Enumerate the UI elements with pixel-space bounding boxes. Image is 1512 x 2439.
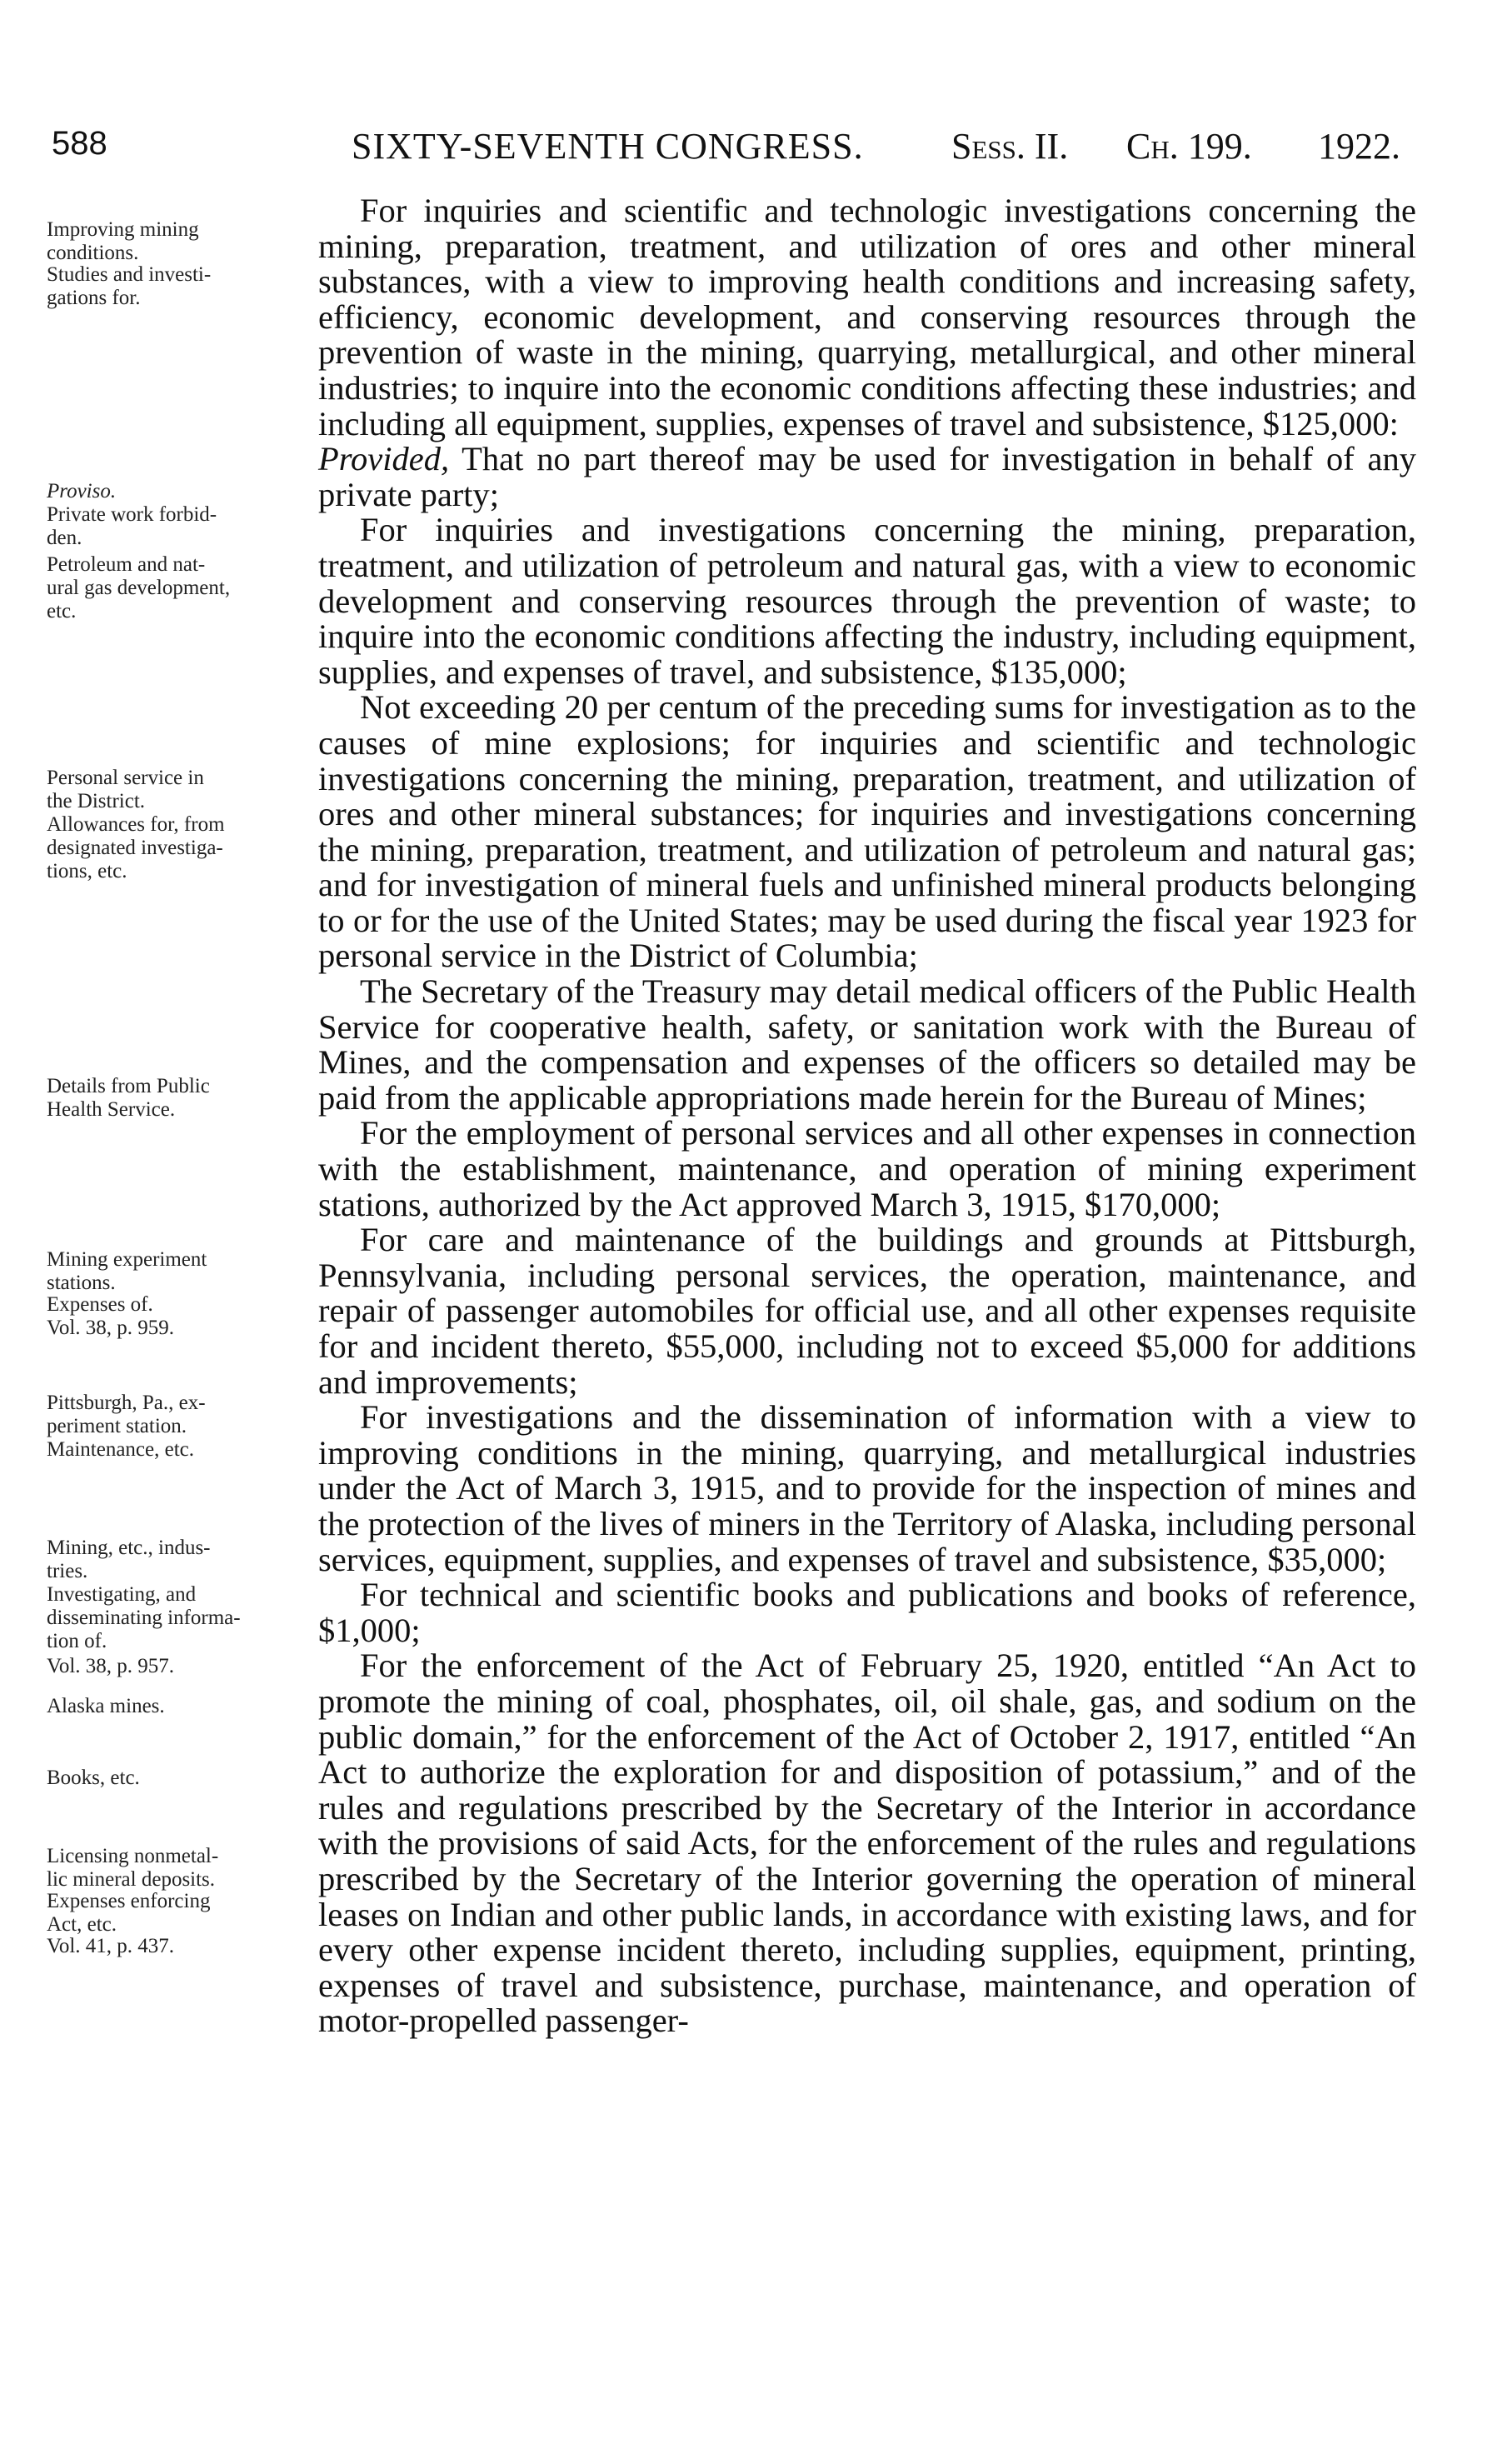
paragraph: For the employment of personal services and all other expenses in connection with the establishment, maintenance, and operation of mining experiment stations, authorized by the Act approved March 3, 1915, $170,000; — [318, 1114, 1416, 1223]
margin-note: Pittsburgh, Pa., ex- periment station. — [47, 1392, 206, 1437]
page-header — [52, 125, 1400, 175]
margin-note: Personal service in the District. — [47, 767, 204, 812]
paragraph: For inquiries and investigations concerning the mining, preparation, treatment, and utilization of petroleum and natural gas, with a view to economic development and conserving resources through the prevention of waste; to inquire into the economic conditions affecting the industry, including equipment, supplies, and expenses of travel, and subsistence, $135,000; — [318, 511, 1416, 691]
margin-note: Vol. 38, p. 957. — [47, 1655, 175, 1677]
body-text — [318, 193, 1416, 2039]
margin-note: Details from Public Health Service. — [47, 1075, 210, 1121]
margin-note: Books, etc. — [47, 1767, 140, 1789]
margin-note: Mining experiment stations. — [47, 1248, 207, 1294]
margin-note: Mining, etc., indus- tries. — [47, 1537, 211, 1582]
proviso-lead: Provided, — [318, 440, 450, 478]
margin-note: Petroleum and nat- ural gas development, etc. — [47, 553, 231, 622]
margin-note-proviso: Proviso. — [47, 480, 117, 502]
page-number: 588 — [52, 125, 107, 162]
margin-note: Alaska mines. — [47, 1695, 165, 1717]
margin-note: Improving mining conditions. — [47, 218, 199, 264]
paragraph: For technical and scientific books and publications and books of reference, $1,000; — [318, 1576, 1416, 1649]
year-label: 1922. — [1318, 126, 1400, 167]
paragraph: For the enforcement of the Act of February 25, 1920, entitled “An Act to promote the mining of coal, phosphates, oil, oil shale, gas, and sodium on the public domain,” for the enforcement of the Act of October 2, 1917, entitled “An Act to authorize the exploration for and disposition of potassium,” and of the rules and regulations prescribed by the Secretary of the Interior in accordance with the provisions of said Acts, for the enforcement of the rules and regulations prescribed by the Secretary of the Interior governing the operation of mineral leases on Indian and other public lands, in accordance with existing laws, and for every other expense incident thereto, including supplies, equipment, printing, expenses of travel and subsistence, purchase, maintenance, and operation of motor-propelled passenger- — [318, 1647, 1416, 2040]
paragraph: For investigations and the dissemination of information with a view to improving conditions in the mining, quarrying, and metallurgical industries under the Act of March 3, 1915, and to provide for the inspection of mines and the protection of the lives of miners in the Territory of Alaska, including personal services, equipment, supplies, and expenses of travel and subsistence, $35,000; — [318, 1398, 1416, 1578]
margin-note: Allowances for, from designated investiga- tions, etc. — [47, 813, 225, 882]
paragraph: Not exceeding 20 per centum of the preceding sums for investigation as to the causes of mine explosions; for inquiries and scientific and technologic investigations concerning the mining, preparation, treatment, and utilization of ores and other mineral substances; for inquiries and investigations concerning the mining, preparation, treatment, and utilization of petroleum and natural gas; and for investigation of mineral fuels and unfinished mineral products belonging to or for the use of the United States; may be used during the fiscal year 1923 for personal service in the District of Columbia; — [318, 688, 1416, 975]
margin-note: Expenses enforcing Act, etc. — [47, 1890, 211, 1936]
margin-note: Expenses of. Vol. 38, p. 959. — [47, 1293, 175, 1339]
margin-note: Licensing nonmetal- lic mineral deposits. — [47, 1845, 219, 1891]
margin-note: Investigating, and disseminating informa- tion of. — [47, 1583, 241, 1652]
paragraph: For inquiries and scientific and technologic investigations concerning the mining, preparation, treatment, and utilization of ores and other mineral substances, with a view to improving health conditions and increasing safety, efficiency, economic development, and conserving resources through the prevention of waste in the mining, quarrying, metallurgical, and other mineral industries; to inquire into the economic conditions affecting these industries; and including all equipment, supplies, expenses of travel and subsistence, $125,000: — [318, 192, 1416, 442]
margin-note: Vol. 41, p. 437. — [47, 1935, 175, 1957]
chapter-label: Ch. 199. — [1126, 126, 1252, 167]
margin-note: Maintenance, etc. — [47, 1438, 194, 1461]
paragraph: The Secretary of the Treasury may detail medical officers of the Public Health Service for cooperative health, safety, or sanitation work with the Bureau of Mines, and the compensation and expenses of the officers so detailed may be paid from the applicable appropriations made herein for the Bureau of Mines; — [318, 972, 1416, 1117]
paragraph-proviso: Provided, That no part thereof may be used for investigation in behalf of any private party; — [318, 440, 1416, 513]
margin-note: Private work forbid- den. — [47, 503, 217, 549]
margin-note: Studies and investi- gations for. — [47, 263, 212, 309]
paragraph: For care and maintenance of the buildings and grounds at Pittsburgh, Pennsylvania, including personal services, the operation, maintenance, and repair of passenger automobiles for official use, and all other expenses requisite for and incident thereto, $55,000, including not to exceed $5,000 for additions and improvements; — [318, 1221, 1416, 1401]
session-label: Sess. II. — [951, 126, 1069, 167]
congress-title: SIXTY-SEVENTH CONGRESS. — [352, 126, 864, 167]
